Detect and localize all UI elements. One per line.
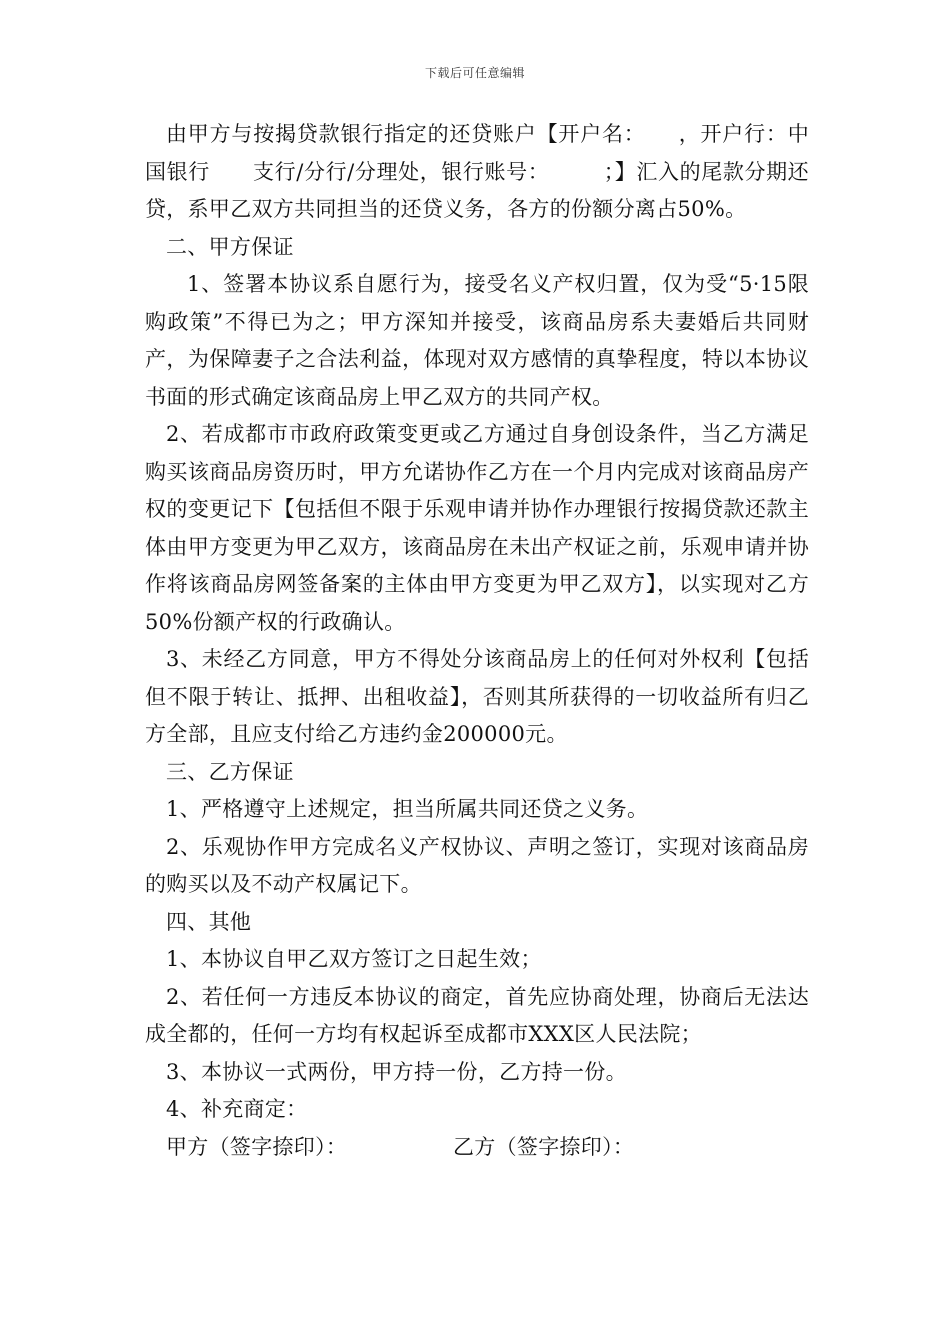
clause-b-2: 2、乐观协作甲方完成名义产权协议、声明之签订，实现对该商品房的购买以及不动产权属记下。 bbox=[145, 834, 809, 896]
clause-a-3: 3、未经乙方同意，甲方不得处分该商品房上的任何对外权利【包括但不限于转让、抵押、出租收益】，否则其所获得的一切收益所有归乙方全部，且应支付给乙方违约金200000元。 bbox=[145, 647, 809, 746]
section-heading-party-b-guarantee: 三、乙方保证 bbox=[166, 759, 294, 784]
section-heading-party-a-guarantee: 二、甲方保证 bbox=[166, 234, 294, 259]
party-a-signature-label: 甲方（签字捺印）： bbox=[166, 1134, 348, 1159]
clause-other-1: 1、本协议自甲乙双方签订之日起生效； bbox=[166, 947, 542, 971]
clause-a-2: 2、若成都市市政府政策变更或乙方通过自身创设条件，当乙方满足购买该商品房资历时，甲方允诺协作乙方在一个月内完成对该商品房产权的变更记下【包括但不限于乐观申请并协作办理银行按揭贷款还款主体由甲方变更为甲乙双方，该商品房在未出产权证之前，乐观申请并协作将该商品房网签备案的主体由甲方变更为甲乙双方】，以实现对乙方50%份额产权的行政确认。 bbox=[145, 422, 809, 634]
page-header: 下载后可任意编辑 bbox=[424, 66, 525, 80]
clause-other-4: 4、补充商定： bbox=[166, 1097, 308, 1121]
clause-other-3: 3、本协议一式两份，甲方持一份，乙方持一份。 bbox=[166, 1059, 627, 1084]
party-b-signature-label: 乙方（签字捺印）： bbox=[453, 1134, 635, 1159]
section-heading-other: 四、其他 bbox=[166, 909, 252, 934]
clause-other-2: 2、若任何一方违反本协议的商定，首先应协商处理，协商后无法达成全都的，任何一方均有权起诉至成都市XXX区人民法院； bbox=[145, 984, 809, 1046]
signature-line bbox=[145, 1129, 809, 1167]
clause-a-1: 1、签署本协议系自愿行为，接受名义产权归置，仅为受“5·15限购政策”不得已为之；甲方深知并接受，该商品房系夫妻婚后共同财产，为保障妻子之合法利益，体现对双方感情的真挚程度，特以本协议书面的形式确定该商品房上甲乙双方的共同产权。 bbox=[145, 272, 809, 409]
document-body bbox=[145, 116, 809, 1166]
repayment-paragraph: 由甲方与按揭贷款银行指定的还贷账户【开户名： ，开户行：中国银行 支行/分行/分理处，银行账号： ；】汇入的尾款分期还贷，系甲乙双方共同担当的还贷义务，各方的份额分离占50%。 bbox=[145, 122, 809, 221]
clause-b-1: 1、严格遵守上述规定，担当所属共同还贷之义务。 bbox=[166, 797, 649, 821]
